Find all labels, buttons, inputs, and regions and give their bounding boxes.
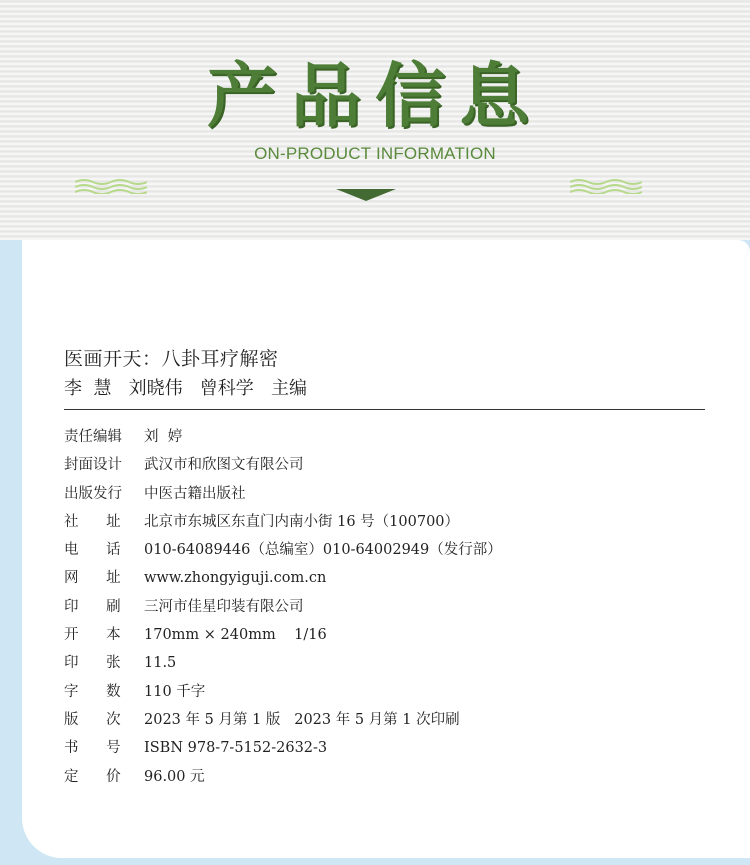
info-list: [64, 423, 502, 791]
info-row-website: [64, 564, 502, 592]
info-label: 印 刷: [64, 598, 121, 615]
info-value: 三河市佳星印装有限公司: [144, 598, 304, 615]
info-value: 010-64089446（总编室）010-64002949（发行部）: [144, 542, 502, 559]
divider: [64, 409, 705, 410]
info-row-phone: [64, 536, 502, 564]
info-label: 字 数: [64, 683, 121, 700]
info-value: 11.5: [144, 655, 177, 672]
info-value: 武汉市和欣图文有限公司: [144, 457, 304, 474]
info-value: ISBN 978-7-5152-2632-3: [144, 740, 328, 757]
info-value: 中医古籍出版社: [144, 485, 246, 502]
info-value: 96.00 元: [144, 768, 205, 785]
info-label: 定 价: [64, 768, 121, 785]
info-row-word-count: [64, 678, 502, 706]
info-row-edition: [64, 706, 502, 734]
info-label: 网 址: [64, 570, 121, 587]
info-value: 北京市东城区东直门内南小街 16 号（100700）: [144, 513, 460, 530]
info-value: www.zhongyiguji.com.cn: [144, 570, 327, 587]
header-banner: [0, 0, 750, 260]
info-label: 印 张: [64, 655, 121, 672]
info-value: 2023 年 5 月第 1 版 2023 年 5 月第 1 次印刷: [144, 711, 460, 728]
info-row-sheets: [64, 649, 502, 677]
section-subtitle: ON-PRODUCT INFORMATION: [254, 144, 496, 163]
info-row-format: [64, 621, 502, 649]
info-row-isbn: [64, 734, 502, 762]
wave-decoration-left-icon: [75, 178, 147, 194]
info-label: 出版发行: [64, 485, 122, 502]
info-label: 责任编辑: [64, 429, 122, 445]
info-label: 版 次: [64, 711, 121, 728]
book-title: 医画开天：八卦耳疗解密: [64, 348, 279, 370]
info-row-price: [64, 763, 502, 791]
info-row-cover-design: [64, 451, 502, 479]
info-value: 110 千字: [144, 683, 206, 700]
book-authors: 李 慧 刘晓伟 曾科学 主编: [64, 378, 307, 399]
info-value: 刘 婷: [144, 429, 183, 445]
info-row-printer: [64, 593, 502, 621]
info-row-address: [64, 508, 502, 536]
down-arrow-icon: [336, 189, 396, 201]
info-label: 书 号: [64, 740, 121, 757]
info-label: 电 话: [64, 542, 121, 559]
info-value: 170mm × 240mm 1/16: [144, 627, 327, 644]
wave-decoration-right-icon: [570, 178, 642, 194]
info-label: 开 本: [64, 627, 121, 644]
info-label: 封面设计: [64, 457, 122, 474]
info-label: 社 址: [64, 513, 121, 530]
info-row-publisher: [64, 480, 502, 508]
section-title: 产品信息: [207, 55, 543, 137]
info-row-editor: [64, 423, 502, 451]
